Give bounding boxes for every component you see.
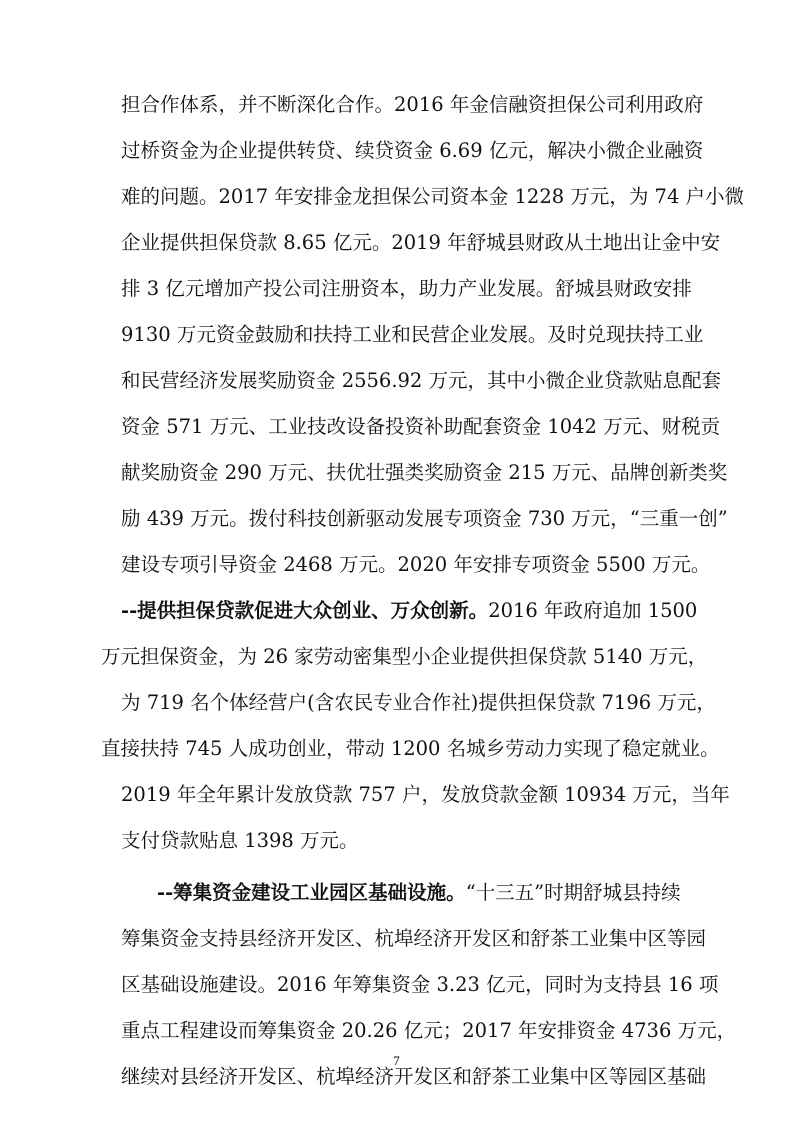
text-line-10: 励 439 万元。拨付科技创新驱动发展专项资金 730 万元，“三重一创” [121, 507, 728, 530]
text-line-8: 资金 571 万元、工业技改设备投资补助配套资金 1042 万元、财税贡 [121, 415, 721, 438]
text-line-13: 万元担保资金，为 26 家劳动密集型小企业提供担保贷款 5140 万元， [101, 645, 708, 668]
text-line-11: 建设专项引导资金 2468 万元。2020 年安排专项资金 5500 万元。 [121, 553, 711, 576]
page-number: 7 [393, 1053, 400, 1068]
text-line-20: 区基础设施建设。2016 年筹集资金 3.23 亿元，同时为支持县 16 项 [121, 973, 719, 996]
section-heading-industrial-parks [157, 880, 681, 906]
heading-continuation-text: “十三五”时期舒城县持续 [465, 881, 681, 904]
text-line-15: 直接扶持 745 人成功创业，带动 1200 名城乡劳动力实现了稳定就业。 [101, 737, 720, 760]
heading-continuation-text: 2016 年政府追加 1500 [488, 599, 698, 622]
text-line-21: 重点工程建设而筹集资金 20.26 亿元；2017 年安排资金 4736 万元， [121, 1019, 737, 1042]
text-line-2: 过桥资金为企业提供转贷、续贷资金 6.69 亿元，解决小微企业融资 [121, 139, 704, 162]
bold-heading-text: --提供担保贷款促进大众创业、万众创新。 [121, 599, 489, 622]
text-line-9: 献奖励资金 290 万元、扶优壮强类奖励资金 215 万元、品牌创新类奖 [121, 461, 728, 484]
text-line-19: 筹集资金支持县经济开发区、杭埠经济开发区和舒茶工业集中区等园 [121, 927, 707, 950]
text-line-5: 排 3 亿元增加产投公司注册资本，助力产业发展。舒城县财政安排 [121, 277, 692, 300]
text-line-7: 和民营经济发展奖励资金 2556.92 万元，其中小微企业贷款贴息配套 [121, 369, 722, 392]
text-line-1: 担合作体系，并不断深化合作。2016 年金信融资担保公司利用政府 [121, 93, 704, 116]
text-line-14: 为 719 名个体经营户(含农民专业合作社)提供担保贷款 7196 万元， [121, 691, 716, 714]
text-line-6: 9130 万元资金鼓励和扶持工业和民营企业发展。及时兑现扶持工业 [121, 323, 704, 346]
text-line-22: 继续对县经济开发区、杭埠经济开发区和舒茶工业集中区等园区基础 [121, 1065, 707, 1088]
text-line-16: 2019 年全年累计发放贷款 757 户，发放贷款金额 10934 万元，当年 [121, 783, 730, 806]
text-line-17: 支付贷款贴息 1398 万元。 [121, 829, 359, 852]
section-heading-guarantee-loans [121, 598, 697, 624]
bold-heading-text: --筹集资金建设工业园区基础设施。 [157, 881, 466, 904]
text-line-4: 企业提供担保贷款 8.65 亿元。2019 年舒城县财政从土地出让金中安 [121, 231, 721, 254]
text-line-3: 难的问题。2017 年安排金龙担保公司资本金 1228 万元，为 74 户小微 [121, 185, 745, 208]
